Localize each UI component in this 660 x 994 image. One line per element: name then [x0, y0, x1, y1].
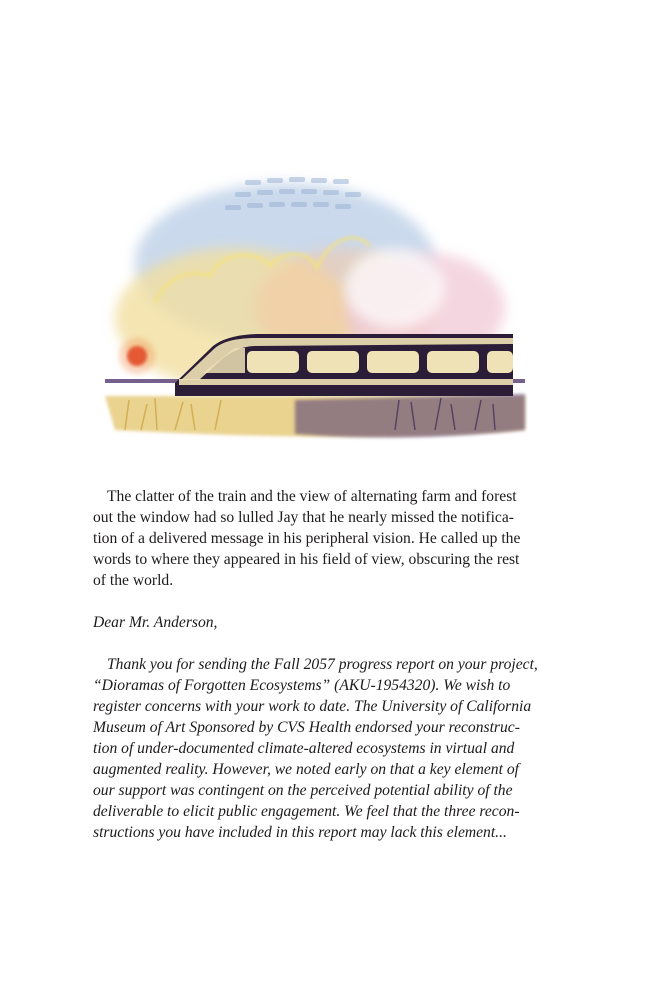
letter-salutation: Dear Mr. Anderson,: [93, 614, 218, 631]
letter-line: augmented reality. However, we noted early on that a key element of: [93, 761, 519, 778]
paragraph-gap: [93, 591, 525, 612]
letter-line: Museum of Art Sponsored by CVS Health endorsed your reconstruc-: [93, 719, 520, 736]
intro-line: words to where they appeared in his field of view, obscuring the rest: [93, 551, 520, 568]
train-illustration: [95, 168, 535, 448]
intro-line: out the window had so lulled Jay that he nearly missed the notifica-: [93, 509, 514, 526]
letter-line: “Dioramas of Forgotten Ecosystems” (AKU-1954320). We wish to: [93, 677, 511, 694]
white-cloud: [345, 248, 445, 328]
letter-line: Thank you for sending the Fall 2057 progress report on your project,: [107, 656, 538, 673]
watercolor-train-image: [95, 168, 535, 448]
train: [175, 334, 513, 396]
sun-glow: [119, 338, 155, 374]
letter-line: register concerns with your work to date. The University of California: [93, 698, 532, 715]
intro-line: tion of a delivered message in his peripheral vision. He called up the: [93, 530, 521, 547]
field-shadow: [295, 394, 525, 437]
story-text: [93, 486, 538, 843]
letter-line: structions you have included in this report may lack this element...: [93, 824, 507, 841]
letter-line: deliverable to elicit public engagement. We feel that the three recon-: [93, 803, 520, 820]
paragraph-gap: [93, 633, 525, 654]
intro-line: of the world.: [93, 572, 174, 589]
letter-line: tion of under-documented climate-altered ecosystems in virtual and: [93, 740, 515, 757]
letter-line: our support was contingent on the perceived potential ability of the: [93, 782, 513, 799]
intro-line: The clatter of the train and the view of alternating farm and forest: [107, 488, 517, 505]
